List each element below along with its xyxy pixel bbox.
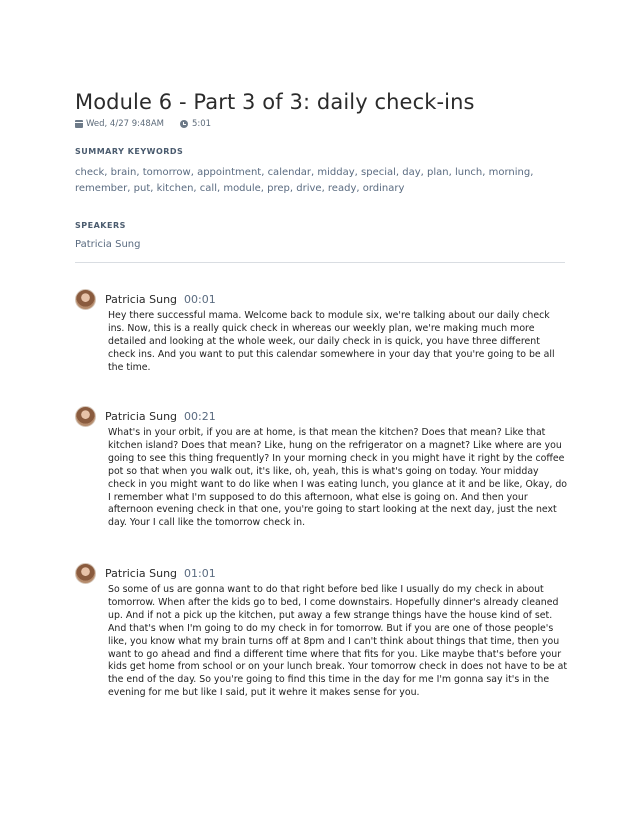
speaker-list-item: Patricia Sung xyxy=(75,239,141,250)
summary-keywords-heading: SUMMARY KEYWORDS xyxy=(75,147,184,156)
recording-date: Wed, 4/27 9:48AM xyxy=(86,119,164,129)
timestamp[interactable]: 01:01 xyxy=(184,567,216,580)
speaker-name: Patricia Sung xyxy=(105,410,178,423)
meta-row xyxy=(75,119,211,129)
transcript-text: What's in your orbit, if you are at home, is that mean the kitchen? Does that mean? Like that kitchen island? Does that mean? Like, hung on the refrigerator on a magnet? Like where are you going to see this thing frequently? In your morning check in you might have it right by the coffee pot so that when you walk out, it's like, oh, yeah, this is what's going on today. Your midday check in you might want to do like when I was eating lunch, you glance at it and be like, Okay, do I remember what I'm supposed to do this afternoon, what else is going on. And then your afternoon evening check in that one, you're going to start looking at the next day, just the next day. Your I call like the tomorrow check in. xyxy=(108,427,568,529)
calendar-icon xyxy=(75,120,83,128)
page-title: Module 6 - Part 3 of 3: daily check-ins xyxy=(75,90,475,114)
recording-duration: 5:01 xyxy=(191,119,212,129)
clock-icon xyxy=(180,120,188,128)
avatar xyxy=(75,563,96,584)
timestamp[interactable]: 00:01 xyxy=(184,293,216,306)
timestamp[interactable]: 00:21 xyxy=(184,410,216,423)
speakers-heading: SPEAKERS xyxy=(75,221,126,230)
avatar xyxy=(75,406,96,427)
speaker-name: Patricia Sung xyxy=(105,293,178,306)
transcript-text: So some of us are gonna want to do that right before bed like I usually do my check in about tomorrow. When after the kids go to bed, I come downstairs. Hopefully dinner's already cleaned up. And if not a pick up the kitchen, put away a few strange things have the house kind of set. And that's when I'm going to do my check in for tomorrow. But if you are one of those people's like, you know what my brain turns off at 8pm and I can't think about things that time, then you want to go ahead and find a different time where that fits for you. Like maybe that's before your kids get home from school or on your lunch break. Your tomorrow check in does not have to be at the end of the day. So you're going to find this time in the day for me I'm gonna say it's in the evening for me but like I said, put it wehre it makes sense for you. xyxy=(108,584,568,699)
speaker-name: Patricia Sung xyxy=(105,567,178,580)
avatar xyxy=(75,289,96,310)
summary-keywords: check, brain, tomorrow, appointment, calendar, midday, special, day, plan, lunch, morning, remember, put, kitchen, call, module, prep, drive, ready, ordinary xyxy=(75,167,534,194)
section-divider xyxy=(75,262,565,263)
transcript-text: Hey there successful mama. Welcome back to module six, we're talking about our daily check ins. Now, this is a really quick check in whereas our weekly plan, we're making much more detailed and looking at the whole week, our daily check in is quick, you have three different check ins. And you want to put this calendar somewhere in your day that you're going to be all the time. xyxy=(108,310,555,373)
